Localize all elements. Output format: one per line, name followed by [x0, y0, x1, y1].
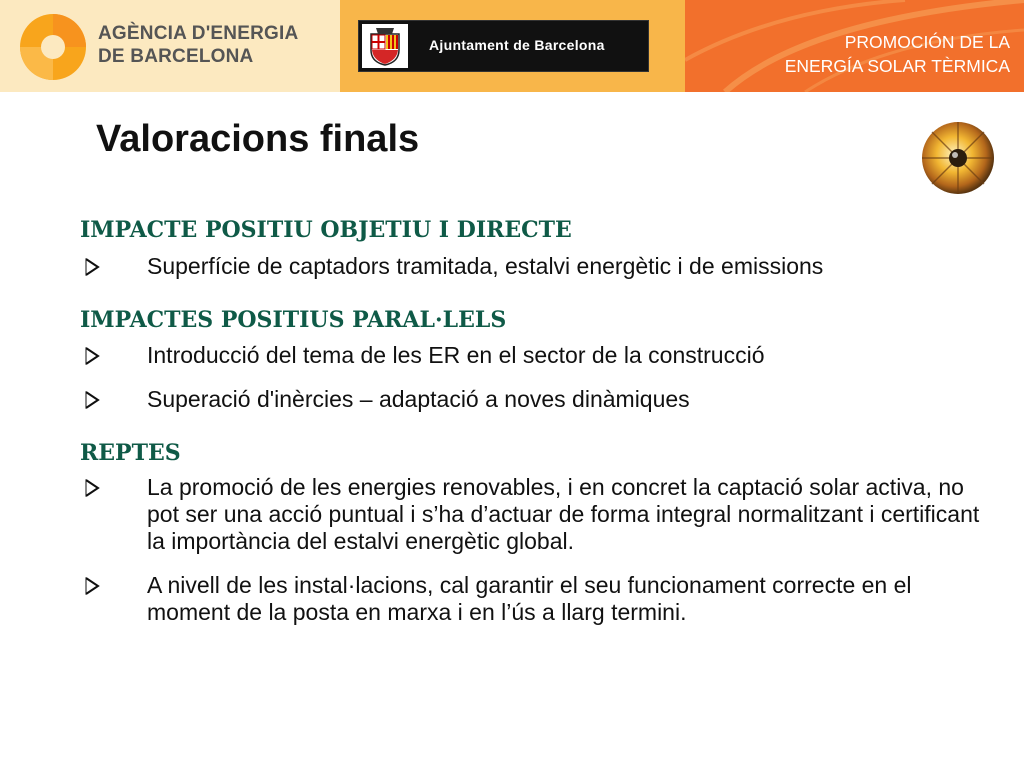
city-council-name: Ajuntament de Barcelona	[429, 37, 605, 53]
list-item-text: Superació d'inèrcies – adaptació a noves dinàmiques	[147, 386, 690, 412]
section-heading-challenges: REPTES	[80, 440, 181, 466]
sun-logo-icon	[18, 12, 88, 82]
list-item	[80, 342, 1000, 369]
agency-name	[98, 22, 298, 68]
arrow-bullet-icon	[82, 474, 104, 501]
header-band	[0, 0, 1024, 92]
arrow-bullet-icon	[82, 572, 104, 599]
header-left-panel	[0, 0, 340, 92]
header-right-panel	[685, 0, 1024, 92]
campaign-title-line2: ENERGÍA SOLAR TÈRMICA	[784, 56, 1010, 76]
section-heading-direct-impact: IMPACTE POSITIU OBJETIU I DIRECTE	[80, 217, 572, 243]
list-item-text: A nivell de les instal·lacions, cal garantir el seu funcionament correcte en el moment de la posta en marxa i en l’ús a llarg termini.	[147, 572, 912, 625]
city-council-logo	[358, 20, 649, 72]
campaign-title-line1: PROMOCIÓN DE LA	[844, 32, 1010, 52]
campaign-title	[785, 30, 1010, 78]
solar-orb-icon	[920, 120, 996, 196]
list-item	[80, 572, 1000, 626]
arrow-bullet-icon	[82, 253, 104, 280]
list-item-text: Superfície de captadors tramitada, estalvi energètic i de emissions	[147, 253, 824, 279]
agency-name-line1: AGÈNCIA D'ENERGIA	[98, 23, 299, 44]
list-item-text: La promoció de les energies renovables, i en concret la captació solar activa, no pot ser una acció puntual i s’ha d’actuar de forma integral normalitzant i certificant la importància del estalvi energètic global.	[147, 474, 980, 554]
header-middle-panel	[340, 0, 685, 92]
list-item	[80, 253, 1000, 280]
agency-name-line2: DE BARCELONA	[98, 46, 254, 67]
barcelona-crest-icon	[362, 24, 408, 68]
list-item	[80, 474, 1000, 555]
list-item-text: Introducció del tema de les ER en el sector de la construcció	[147, 342, 765, 368]
list-item	[80, 386, 1000, 413]
arrow-bullet-icon	[82, 342, 104, 369]
slide-title: Valoracions finals	[96, 118, 420, 160]
slide-body	[80, 216, 1000, 626]
arrow-bullet-icon	[82, 386, 104, 413]
section-heading-parallel-impacts: IMPACTES POSITIUS PARAL·LELS	[80, 307, 507, 333]
